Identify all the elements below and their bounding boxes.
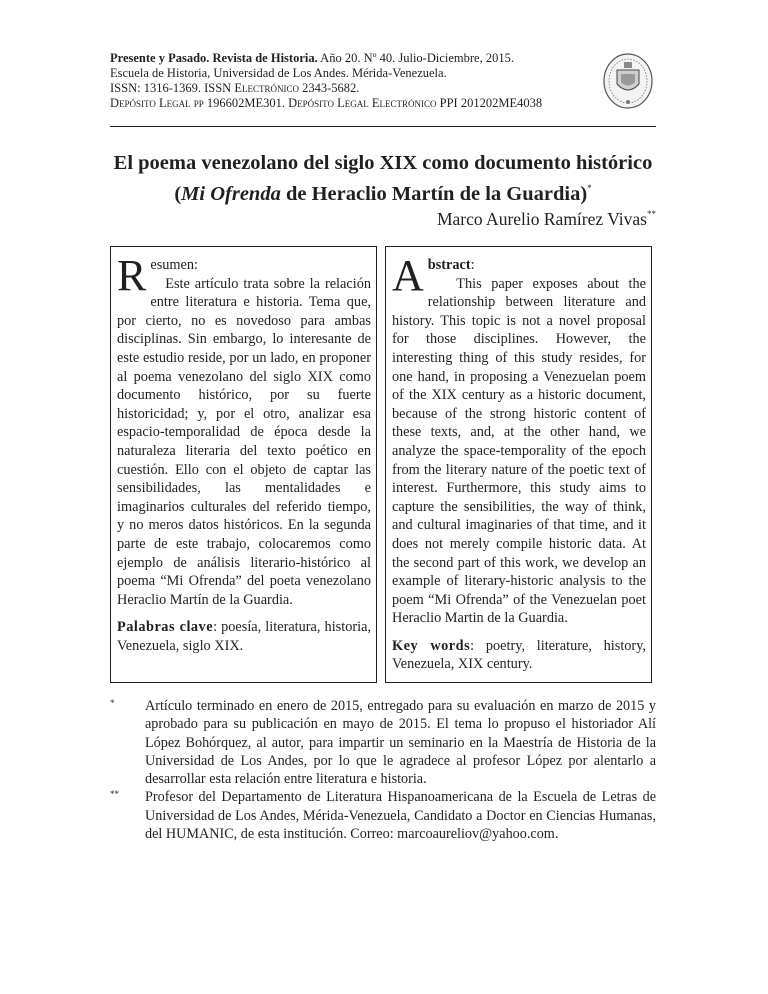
title-line-2: (Mi Ofrenda de Heraclio Martín de la Guardia)* (174, 183, 592, 205)
footnote (110, 788, 656, 843)
journal-header (110, 51, 655, 111)
resumen-heading: esumen (150, 257, 195, 273)
author-footnote-mark: ** (647, 209, 656, 219)
title-footnote-mark: * (587, 183, 592, 193)
header-issn: ISSN: 1316-1369. ISSN Electrónico 2343-5682. (110, 81, 360, 95)
abstract-body: This paper exposes about the relationship between literature and history. This topic is not a novel proposal for those disciplines. However, the interesting thing of this study resides, for one hand, in proposing a Venezuelan poem of the XIX century as a historic document, because of the strong historic content of these texts, and, at the other hand, we analyze the space-temporality of the epoch from the literary nature of the poetic text of interest. Furthermore, this study aims to capture the sensibilities, the way of think, and cultural imaginaries of that time, and it does not merely compile historic data. At the second part of this work, we develop an example of literary-historic analysis to the poem “Mi Ofrenda” of the Venezuelan poet Heraclio Martin de la Guardia. (392, 275, 646, 627)
footnote-mark: * (110, 698, 115, 708)
resumen-keywords: Palabras clave: poesía, literatura, historia, Venezuela, siglo XIX. (117, 619, 372, 654)
header-line-1 (110, 51, 655, 66)
university-seal-icon (602, 52, 654, 110)
resumen-dropcap: R (117, 251, 147, 300)
header-divider (110, 126, 656, 127)
abstract-column (392, 251, 646, 674)
resumen-column (117, 251, 372, 655)
footnote-text: Artículo terminado en enero de 2015, entregado para su evaluación en marzo de 2015 y aprobado para su publicación en mayo de 2015. El tema lo propuso el historiador Alí López Bohórquez, al autor, para impartir un seminario en la Maestría de Historia de la Universidad de Los Andes, por lo que le agradece al profesor López por alentarlo a desarrollar esta relación entre literatura e historia. (145, 698, 656, 788)
abstract-heading: bstract (427, 257, 471, 273)
abstract-keywords: Key words: poetry, literature, history, Venezuela, XIX century. (392, 637, 646, 673)
author-name: Marco Aurelio Ramírez Vivas** (436, 209, 656, 229)
journal-name: Presente y Pasado. Revista de Historia. (110, 51, 318, 65)
footnote-mark: ** (110, 789, 119, 800)
abstract-keywords-label: Key words (392, 637, 471, 654)
header-school: Escuela de Historia, Universidad de Los Andes. Mérida-Venezuela. (110, 66, 447, 80)
resumen-text: Resumen: Este artículo trata sobre la relación entre literatura e historia. Tema que, por cierto, no es novedoso para ambas disciplinas. Sin embargo, lo interesante de este estudio reside, por un lado, en proponer al poema venezolano del siglo XIX como documento histórico, por su fuerte historicidad; y, por el otro, analizar esa espacio-temporalidad de época desde la naturaleza literaria del texto poético en cuestión. Ello con el objeto de captar las sensibilidades, las mentalidades e imaginarios culturales del referido tiempo, y no meros datos históricos. En la segunda parte de este trabajo, colocaremos como ejemplo de análisis literario-histórico al poema “Mi Ofrenda” del poeta venezolano Heraclio Martín de la Guardia. (117, 251, 371, 608)
article-title (110, 151, 656, 207)
abstract-dropcap: A (392, 251, 424, 300)
footnote-text: Profesor del Departamento de Literatura Hispanoamericana de la Escuela de Letras de Universidad de Los Andes, Mérida-Venezuela, Candidato a Doctor en Ciencias Humanas, del HUMANIC, de esta institución. Correo: marcoaureliov@yahoo.com. (145, 789, 656, 843)
title-line-1: El poema venezolano del siglo XIX como documento histórico (113, 152, 653, 174)
resumen-keywords-label: Palabras clave (117, 619, 214, 636)
abstract-text: Abstract: This paper exposes about the relationship between literature and history. This topic is not a novel proposal for those disciplines. However, the interesting thing of this study resides, for one hand, in proposing a Venezuelan poem of the XIX century as a historic document, because of the strong historic content of these texts, and, at the other hand, we analyze the space-temporality of the epoch from the literary nature of the poetic text of interest. Furthermore, this study aims to capture the sensibilities, the way of think, and cultural imaginaries of that time, and it does not merely compile historic data. At the second part of this work, we develop an example of literary-historic analysis to the poem “Mi Ofrenda” of the Venezuelan poet Heraclio Martin de la Guardia. (392, 251, 646, 627)
journal-issue: Año 20. Nº 40. Julio-Diciembre, 2015. (320, 51, 514, 65)
header-deposit: Depósito Legal pp 196602ME301. Depósito Legal Electrónico PPI 201202ME4038 (110, 96, 543, 110)
footnotes (110, 697, 656, 843)
footnote (110, 697, 656, 788)
poem-title: Mi Ofrenda (181, 183, 281, 205)
resumen-body: Este artículo trata sobre la relación entre literatura e historia. Tema que, por cierto, no es novedoso para ambas disciplinas. Sin embargo, lo interesante de este estudio reside, por un lado, en proponer al poema venezolano del siglo XIX como documento histórico, por su fuerte historicidad; y, por el otro, analizar esa espacio-temporalidad de época desde la naturaleza literaria del texto poético en cuestión. Ello con el objeto de captar las sensibilidades, las mentalidades e imaginarios culturales del referido tiempo, y no meros datos históricos. En la segunda parte de este trabajo, colocaremos como ejemplo de análisis literario-histórico al poema “Mi Ofrenda” del poeta venezolano Heraclio Martín de la Guardia. (117, 275, 371, 608)
